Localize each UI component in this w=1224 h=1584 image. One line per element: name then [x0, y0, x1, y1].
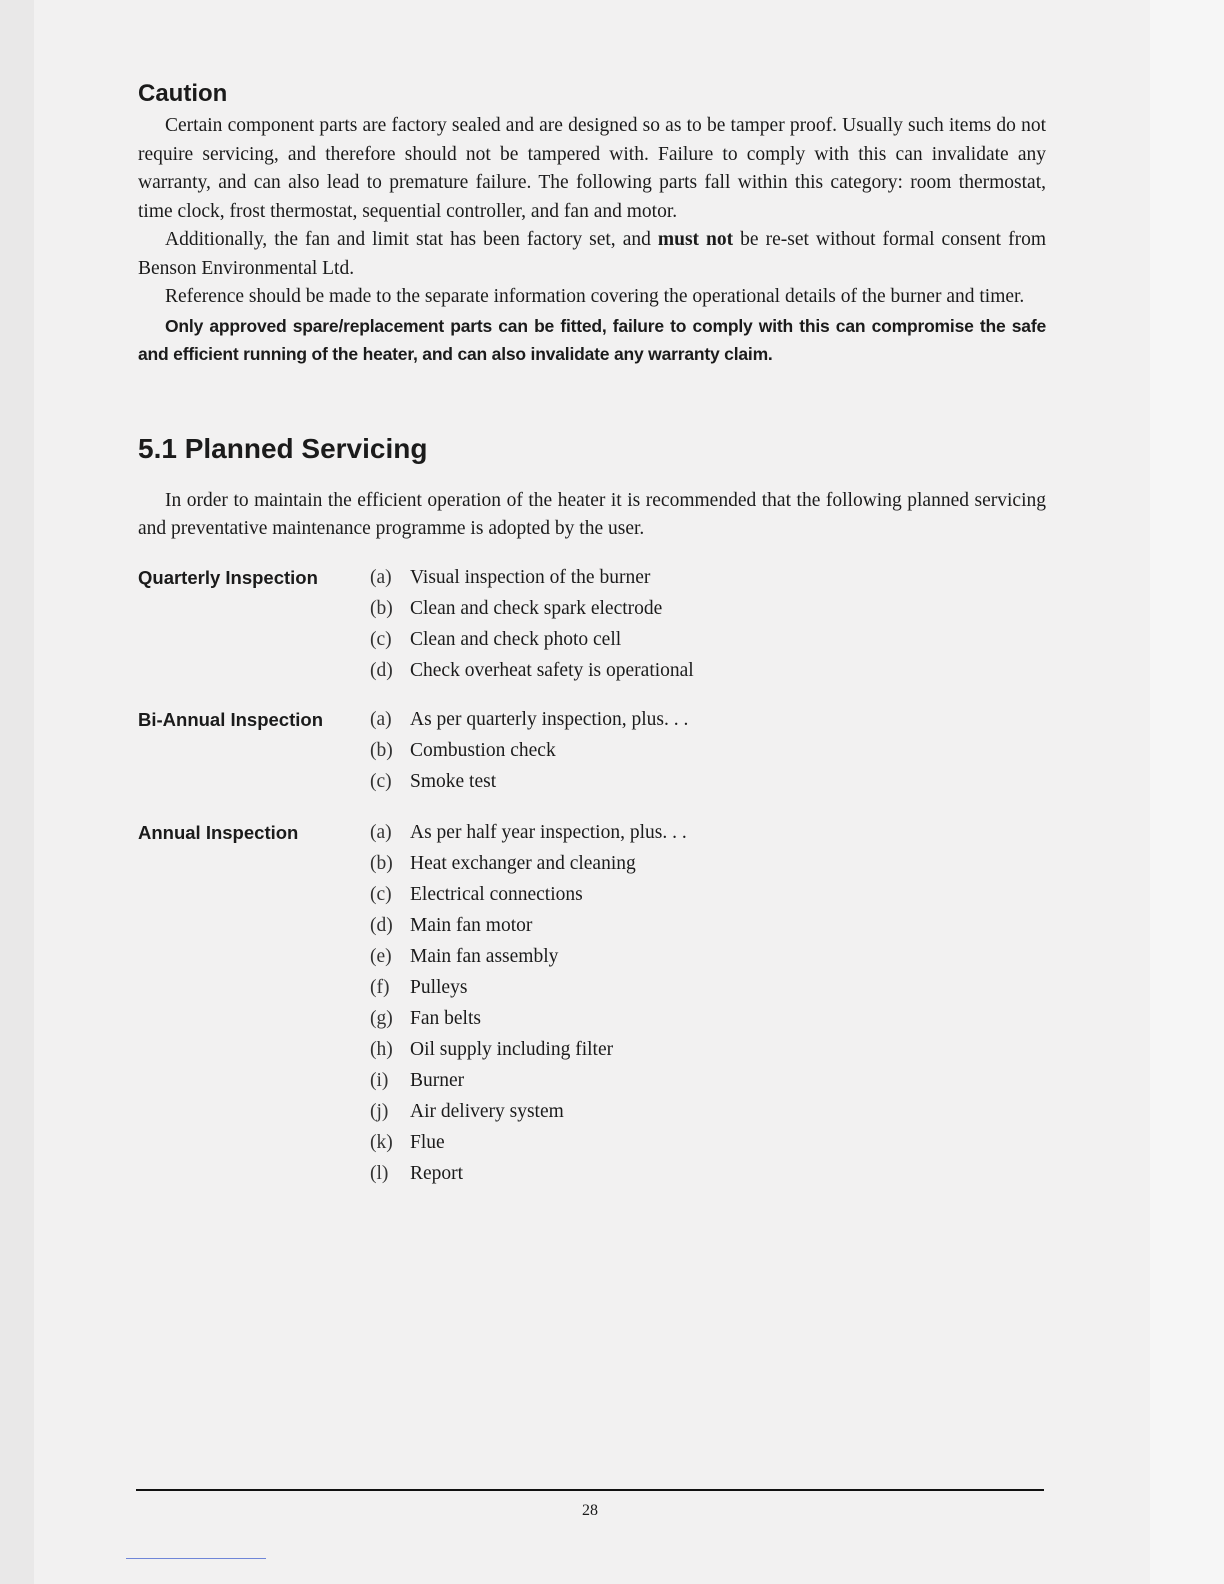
inspection-item [370, 1034, 1046, 1065]
item-letter: (d) [370, 914, 393, 936]
inspection-item [370, 704, 1046, 735]
item-letter: (b) [370, 852, 393, 874]
inspection-item [370, 1127, 1046, 1158]
item-text: Smoke test [410, 770, 497, 792]
item-text: Report [410, 1162, 464, 1184]
inspection-item [370, 735, 1046, 766]
caution-p2-after: be re-set without formal consent from Benson Environmental Ltd. [138, 229, 1046, 279]
inspection-item [370, 1096, 1046, 1127]
item-text: Combustion check [410, 739, 556, 761]
item-letter: (l) [370, 1162, 389, 1184]
item-letter: (e) [370, 945, 392, 967]
item-letter: (b) [370, 739, 393, 761]
item-text: Air delivery system [410, 1100, 564, 1122]
inspection-group-title: Quarterly Inspection [138, 566, 318, 588]
page-content [138, 78, 1046, 1189]
caution-paragraph-3: Reference should be made to the separate information covering the operational details of the burner and timer. [165, 286, 1025, 307]
item-text: As per half year inspection, plus. . . [410, 821, 687, 843]
section-intro: In order to maintain the efficient operation of the heater it is recommended that the following planned servicing and preventative maintenance programme is adopted by the user. [138, 489, 1046, 539]
inspection-item [370, 972, 1046, 1003]
inspection-schedule [138, 562, 1046, 1189]
inspection-item [370, 817, 1046, 848]
item-letter: (h) [370, 1038, 393, 1060]
caution-paragraph-2 [138, 226, 1046, 283]
item-letter: (a) [370, 708, 392, 730]
item-text: Main fan assembly [410, 945, 559, 967]
item-text: Clean and check photo cell [410, 628, 622, 650]
item-text: Flue [410, 1131, 445, 1153]
section-title: 5.1 Planned Servicing [138, 432, 428, 464]
item-text: Visual inspection of the burner [410, 566, 651, 588]
item-text: Heat exchanger and cleaning [410, 852, 636, 874]
inspection-items [370, 704, 1046, 797]
inspection-items [370, 817, 1046, 1189]
inspection-item [370, 655, 1046, 686]
item-letter: (i) [370, 1069, 389, 1091]
item-text: Electrical connections [410, 883, 583, 905]
item-text: As per quarterly inspection, plus. . . [410, 708, 689, 730]
page-number: 28 [582, 1502, 598, 1519]
inspection-item [370, 1003, 1046, 1034]
item-text: Main fan motor [410, 914, 533, 936]
inspection-items [370, 562, 1046, 686]
inspection-item [370, 1158, 1046, 1189]
inspection-group [138, 562, 1046, 686]
footer-rule [136, 1489, 1044, 1491]
caution-p2-before: Additionally, the fan and limit stat has been factory set, and [165, 229, 658, 250]
inspection-item [370, 941, 1046, 972]
item-text: Check overheat safety is operational [410, 659, 694, 681]
caution-p2-bold: must not [657, 229, 734, 250]
item-letter: (k) [370, 1131, 393, 1153]
inspection-group [138, 817, 1046, 1189]
item-letter: (g) [370, 1007, 393, 1029]
caution-paragraph-4: Only approved spare/replacement parts can be fitted, failure to comply with this can compromise the safe and efficient running of the heater, and can also invalidate any warranty claim. [138, 315, 1046, 364]
item-text: Oil supply including filter [410, 1038, 614, 1060]
item-letter: (c) [370, 883, 392, 905]
item-text: Clean and check spark electrode [410, 597, 663, 619]
inspection-group-title: Annual Inspection [138, 821, 299, 843]
item-text: Pulleys [410, 976, 468, 998]
item-letter: (a) [370, 821, 392, 843]
inspection-group-title: Bi-Annual Inspection [138, 708, 323, 730]
item-letter: (c) [370, 770, 392, 792]
item-letter: (a) [370, 566, 392, 588]
inspection-item [370, 562, 1046, 593]
page-edge [1150, 0, 1224, 1584]
item-letter: (d) [370, 659, 393, 681]
item-letter: (b) [370, 597, 393, 619]
caution-heading: Caution [138, 80, 228, 107]
inspection-item [370, 879, 1046, 910]
inspection-item [370, 848, 1046, 879]
inspection-item [370, 910, 1046, 941]
inspection-item [370, 1065, 1046, 1096]
item-text: Burner [410, 1069, 465, 1091]
item-letter: (j) [370, 1100, 389, 1122]
item-letter: (c) [370, 628, 392, 650]
inspection-item [370, 766, 1046, 797]
item-letter: (f) [370, 976, 390, 998]
item-text: Fan belts [410, 1007, 481, 1029]
inspection-item [370, 593, 1046, 624]
inspection-item [370, 624, 1046, 655]
decorative-blue-line [126, 1558, 266, 1559]
caution-paragraph-1: Certain component parts are factory sealed and are designed so as to be tamper proof. Usually such items do not require servicing, and therefore should not be tampered with. Failure to comply with this can invalidate any warranty, and can also lead to premature failure. The following parts fall within this category: room thermostat, time clock, frost thermostat, sequential controller, and fan and motor. [138, 115, 1046, 222]
inspection-group [138, 704, 1046, 797]
